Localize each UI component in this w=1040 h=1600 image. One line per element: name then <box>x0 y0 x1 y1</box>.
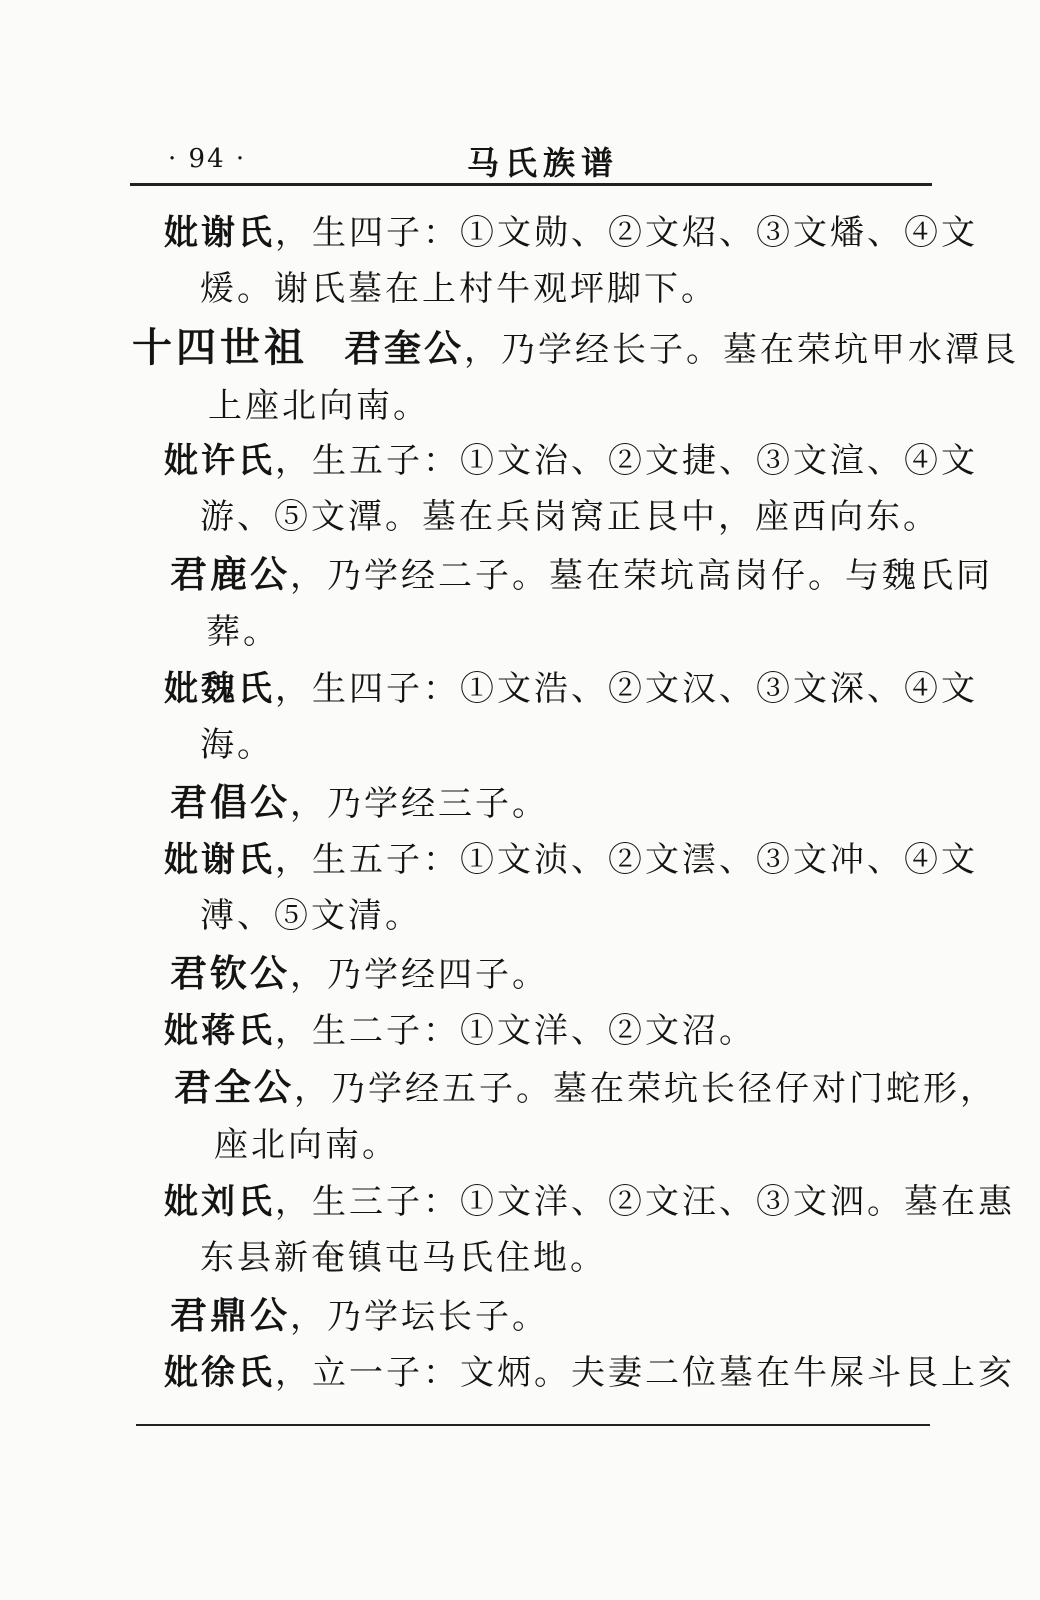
entry-text: ，生五子：①文治、②文捷、③文渲、④文 <box>275 441 978 481</box>
entry-wife-jiang <box>164 1003 756 1059</box>
entry-text: ，生四子：①文勋、②文炤、③文燔、④文 <box>275 213 978 253</box>
entry-label: 妣谢氏 <box>164 840 275 880</box>
entry-text: ，生五子：①文浈、②文澐、③文冲、④文 <box>275 840 978 880</box>
page-number: · 94 · <box>168 144 247 174</box>
entry-label: 妣徐氏 <box>164 1353 275 1393</box>
entry-wife-xu-2 <box>164 1345 1015 1401</box>
entry-text-cont: 座北向南。 <box>214 1125 399 1165</box>
entry-wife-wei <box>164 661 978 773</box>
entry-text-cont: 游、⑤文潭。墓在兵岗窝正艮中，座西向东。 <box>200 497 940 537</box>
ancestor-name: 君倡公 <box>170 781 290 824</box>
entry-text-cont: 东县新奄镇屯马氏住地。 <box>200 1238 607 1278</box>
ancestor-name: 君钦公 <box>170 952 290 995</box>
entry-jun-ding <box>170 1288 549 1345</box>
entry-text-cont: 海。 <box>200 725 274 765</box>
entry-text: ，乃学经五子。墓在荣坑长径仔对门蛇形， <box>294 1069 997 1109</box>
page-header <box>132 134 932 184</box>
entry-label: 妣谢氏 <box>164 213 275 253</box>
entry-jun-lu <box>170 547 993 660</box>
entry-text: ，生二子：①文洋、②文沼。 <box>275 1011 756 1051</box>
entry-label: 妣刘氏 <box>164 1182 275 1222</box>
entry-wife-xie-1 <box>164 205 978 317</box>
ancestor-name: 君全公 <box>174 1066 294 1109</box>
book-title: 马氏族谱 <box>467 144 620 182</box>
entry-generation-14 <box>132 320 1019 434</box>
entry-text-cont: 煖。谢氏墓在上村牛观坪脚下。 <box>200 269 718 309</box>
entry-text: ，乃学经四子。 <box>290 955 549 995</box>
entry-text: ，生三子：①文洋、②文汪、③文泗。墓在惠 <box>275 1182 1015 1222</box>
header-rule <box>130 183 932 186</box>
entry-label: 妣蒋氏 <box>164 1011 275 1051</box>
entry-text-cont: 葬。 <box>206 612 280 652</box>
entry-label: 妣魏氏 <box>164 669 275 709</box>
entry-jun-chang <box>170 775 549 832</box>
entry-label: 妣许氏 <box>164 441 275 481</box>
entry-jun-quan <box>174 1060 997 1173</box>
entry-text: ，乃学经二子。墓在荣坑高岗仔。与魏氏同 <box>290 556 993 596</box>
entry-text: ，乃学经长子。墓在荣坑甲水潭艮 <box>464 330 1019 370</box>
entry-text: ，乃学经三子。 <box>290 784 549 824</box>
ancestor-name: 君奎公 <box>344 327 464 370</box>
ancestor-name: 君鼎公 <box>170 1294 290 1337</box>
ancestor-name: 君鹿公 <box>170 553 290 596</box>
entry-text-cont: 溥、⑤文清。 <box>200 896 422 936</box>
entry-text: ，乃学坛长子。 <box>290 1297 549 1337</box>
entry-wife-xu <box>164 433 978 545</box>
footer-rule <box>136 1424 930 1426</box>
entry-text-cont: 上座北向南。 <box>208 386 430 426</box>
entry-wife-xie-2 <box>164 832 978 944</box>
entry-wife-liu <box>164 1174 1015 1286</box>
generation-heading: 十四世祖 <box>132 325 308 371</box>
entry-jun-qin <box>170 946 549 1003</box>
entry-text: ，生四子：①文浩、②文汉、③文深、④文 <box>275 669 978 709</box>
entry-text: ，立一子：文炳。夫妻二位墓在牛屎斗艮上亥 <box>275 1353 1015 1393</box>
